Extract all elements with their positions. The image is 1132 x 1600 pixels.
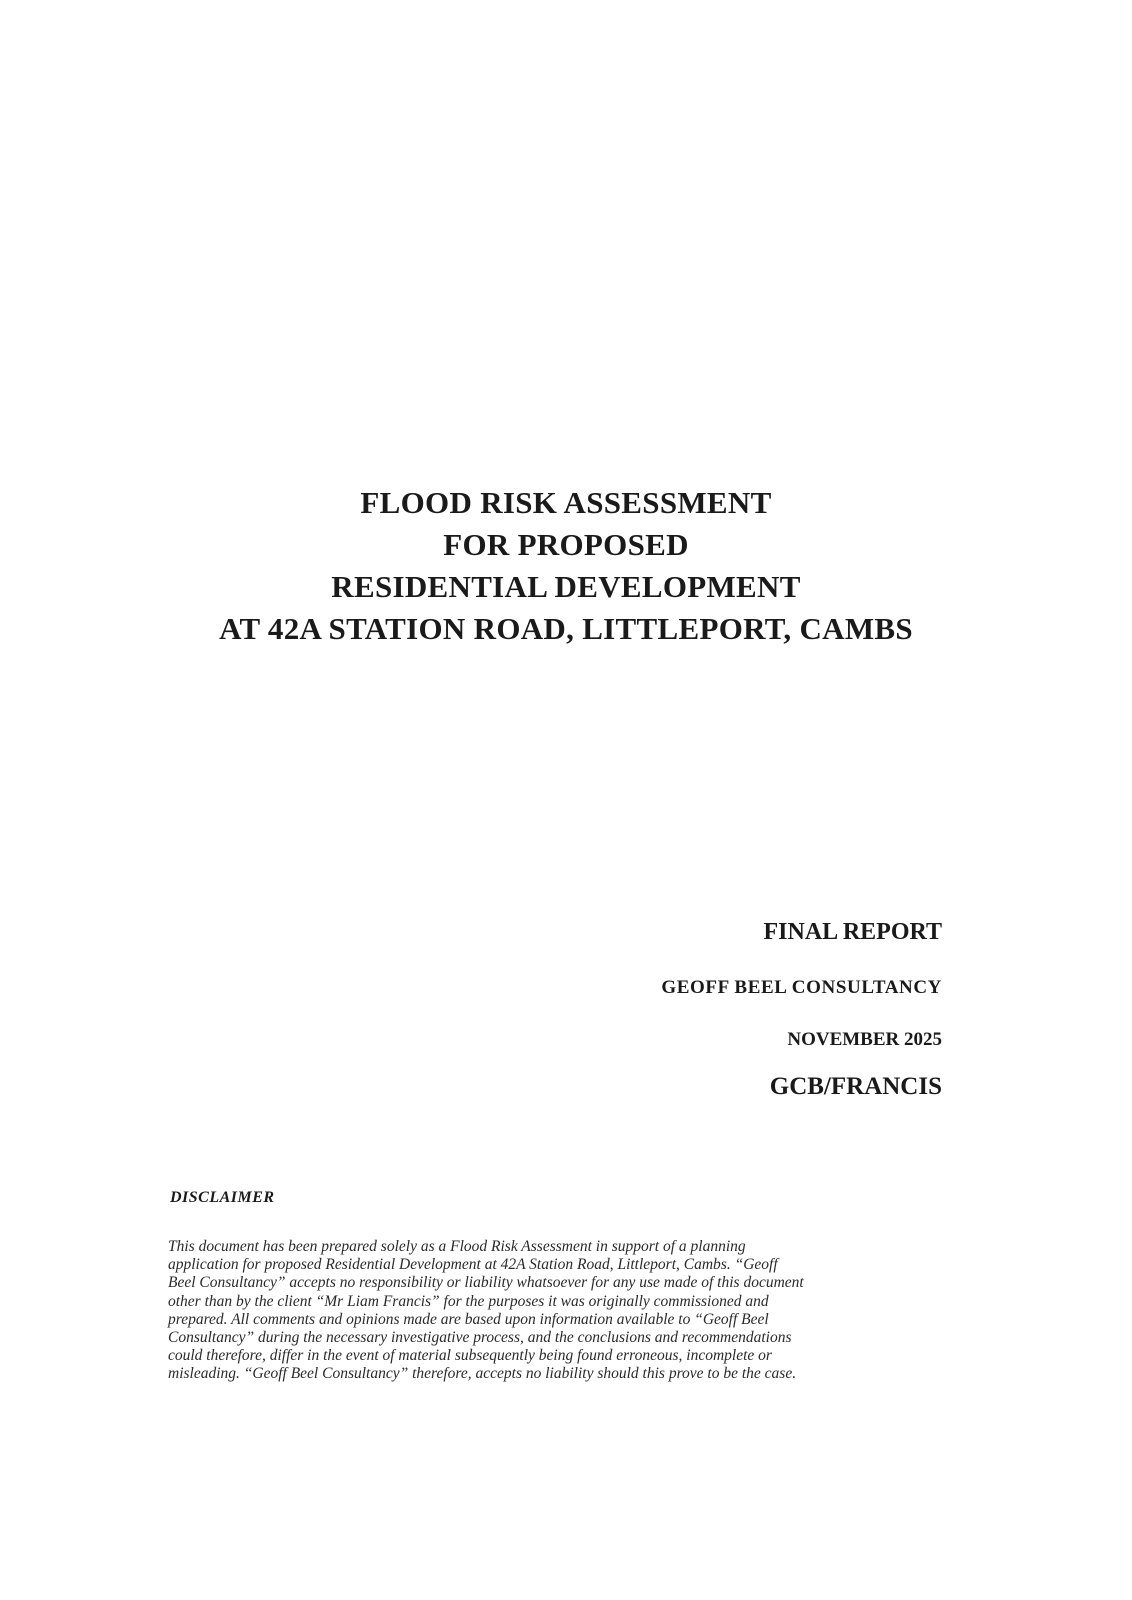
disclaimer-line: Consultancy” during the necessary investigative process, and the conclusions and recommendations <box>168 1329 792 1347</box>
report-meta <box>661 918 942 1102</box>
report-date: NOVEMBER 2025 <box>787 1029 942 1050</box>
report-reference: GCB/FRANCIS <box>769 1073 942 1100</box>
disclaimer-line: Beel Consultancy” accepts no responsibility or liability whatsoever for any use made of this document <box>168 1274 804 1292</box>
consultancy-name: GEOFF BEEL CONSULTANCY <box>661 977 942 998</box>
disclaimer-line: other than by the client “Mr Liam Francis” for the purposes it was originally commissioned and <box>168 1292 769 1310</box>
disclaimer-line: This document has been prepared solely as a Flood Risk Assessment in support of a planning <box>168 1238 746 1255</box>
report-status: FINAL REPORT <box>763 919 942 945</box>
disclaimer-line: application for proposed Residential Development at 42A Station Road, Littleport, Cambs. “Geoff <box>168 1256 778 1274</box>
disclaimer-line: could therefore, differ in the event of material subsequently being found erroneous, incomplete or <box>168 1347 772 1365</box>
title-line: FOR PROPOSED <box>443 527 689 562</box>
title-line: AT 42A STATION ROAD, LITTLEPORT, CAMBS <box>219 611 913 646</box>
disclaimer-text <box>168 1238 958 1384</box>
title-line: RESIDENTIAL DEVELOPMENT <box>331 569 801 604</box>
disclaimer-line: misleading. “Geoff Beel Consultancy” therefore, accepts no liability should this prove to be the case. <box>168 1365 797 1383</box>
disclaimer-heading: DISCLAIMER <box>170 1189 275 1206</box>
title-line: FLOOD RISK ASSESSMENT <box>360 485 772 520</box>
disclaimer-line: prepared. All comments and opinions made are based upon information available to “Geoff Beel <box>168 1310 769 1328</box>
report-title <box>0 482 1132 650</box>
